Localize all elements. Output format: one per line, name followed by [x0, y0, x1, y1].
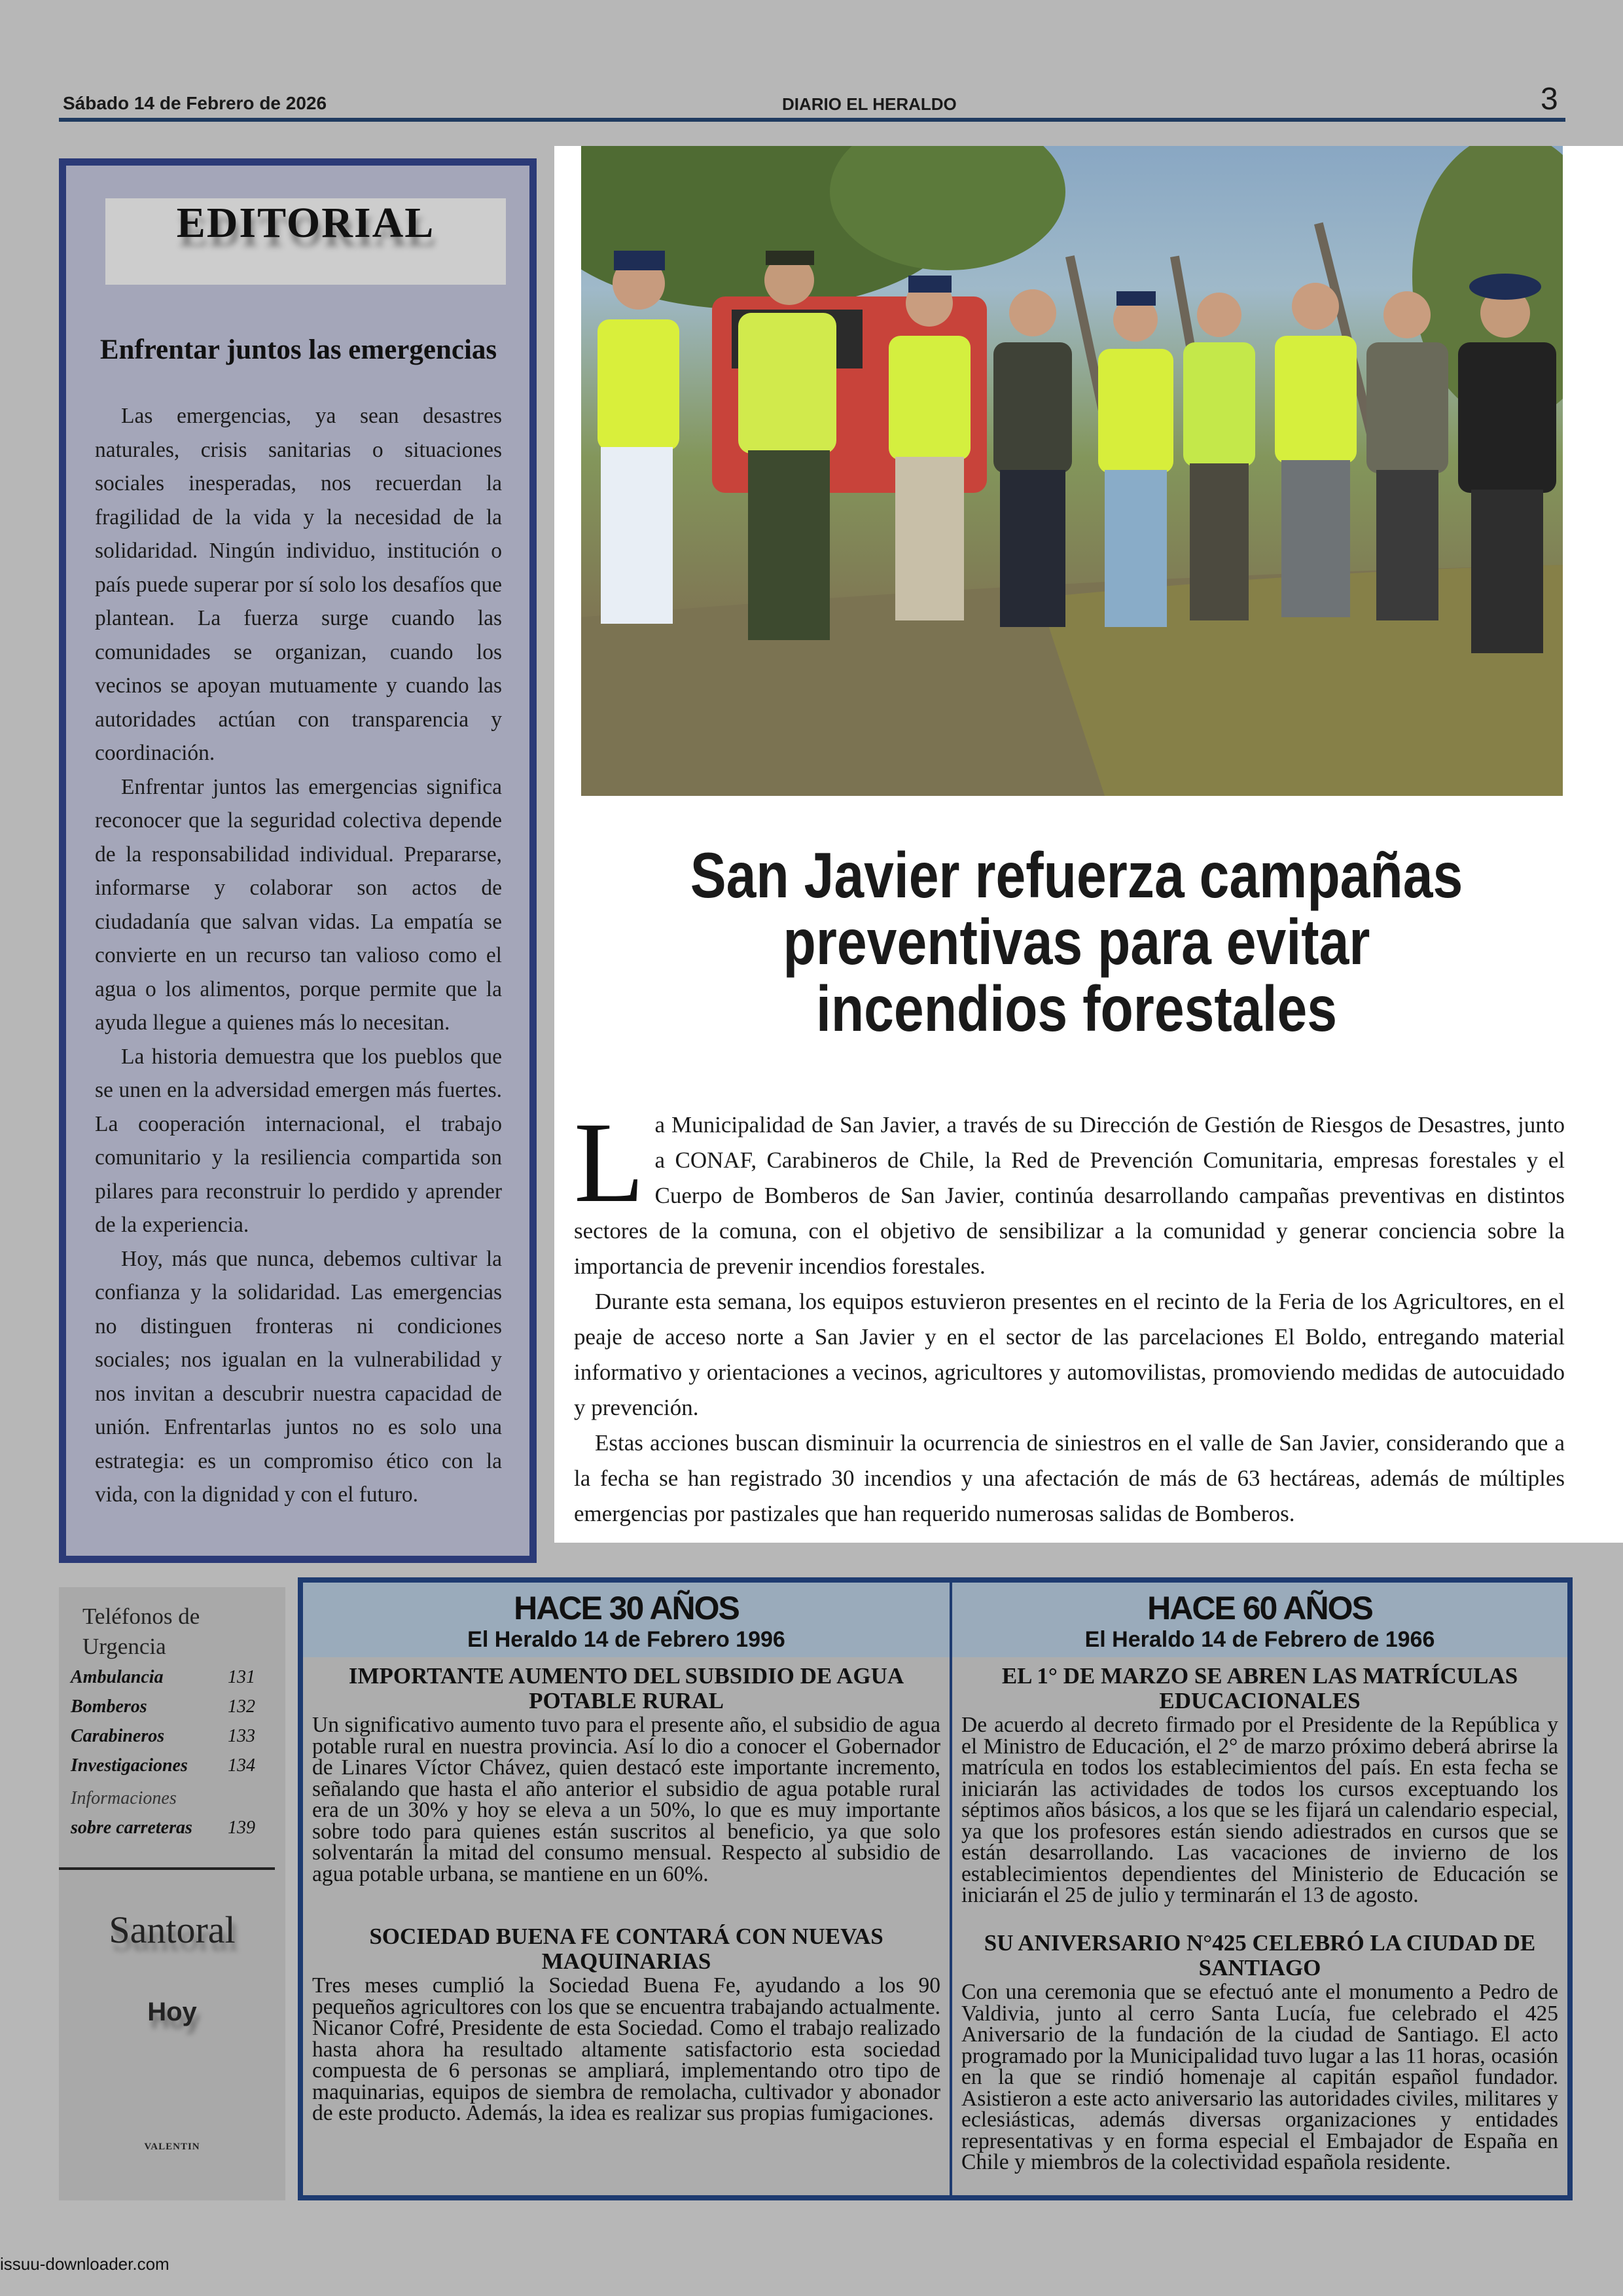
phone-row — [71, 1696, 279, 1717]
phone-row — [71, 1726, 279, 1747]
history-box — [298, 1577, 1573, 2200]
article-paragraph: Estas acciones buscan disminuir la ocurrencia de siniestros en el valle de San Javier, considerando que a la fecha se han registrado 30 incendios y una afectación de más de 63 hectáreas, además de múltiples emergencias por pastizales que han requerido numerosas salidas de Bomberos. — [574, 1430, 1565, 1526]
header-rule — [59, 118, 1565, 122]
hace30-story1-body: Un significativo aumento tuvo para el presente año, el subsidio de agua potable rural en nuestra provincia. Así lo dio a conocer el Gobernador de Linares Víctor Chávez, quien destacó este importante incremento, señalando que hasta el año anterior el subsidio de agua potable rural era de un 30% y hoy se eleva a un 50%, lo que es muy importante sobre todo para quienes están suscritos al beneficio, ya que solo solventarán la mitad del consumo mensual. Respecto al subsidio de agua potable urbana, se mantiene en un 60%. — [312, 1713, 940, 1886]
group-photo-illustration — [581, 146, 1563, 796]
article-body — [574, 1099, 1565, 1532]
phone-row — [71, 1667, 279, 1688]
phone-number: 134 — [228, 1755, 255, 1776]
newspaper-name: DIARIO EL HERALDO — [782, 94, 957, 114]
phone-number: 139 — [228, 1818, 255, 1838]
drop-cap: L — [574, 1099, 645, 1227]
editorial-paragraph: La historia demuestra que los pueblos que se unen en la adversidad emergen más fuertes. La cooperación internacional, el trabajo comunitario y la resiliencia compartida son pilares para reconstruir lo perdido y aprender de la experiencia. — [95, 1044, 502, 1237]
phone-label: sobre carreteras — [71, 1818, 192, 1838]
hace60-subtitle: El Heraldo 14 de Febrero de 1966 — [1084, 1627, 1435, 1652]
santoral-title: Santoral — [109, 1909, 236, 1951]
hace30-story1-title: IMPORTANTE AUMENTO DEL SUBSIDIO DE AGUA POTABLE RURAL — [348, 1663, 904, 1713]
hace60-story1-title: EL 1° DE MARZO SE ABREN LAS MATRÍCULAS EDUCACIONALES — [1001, 1663, 1518, 1713]
hace30-subtitle: El Heraldo 14 de Febrero 1996 — [467, 1627, 785, 1652]
editorial-paragraph: Enfrentar juntos las emergencias significa reconocer que la seguridad colectiva depende de la responsabilidad individual. Prepararse, informarse y colaborar son actos de ciudadanía que salvan vidas. La empatía se convierte en un recurso tan valioso como el agua o los alimentos, porque permite que la ayuda llegue a quienes más lo necesitan. — [95, 774, 502, 1035]
editorial-tag: EDITORIAL — [105, 198, 506, 285]
hace60-story2-body: Con una ceremonia que se efectuó ante el monumento a Pedro de Valdivia, junto al cerro Santa Lucía, fue celebrado el 425 Aniversario de la fundación de la ciudad de Santiago. El acto programado por la Municipalidad tuvo lugar a las 11 horas, ocasión en la que se rindió homenaje al capitán español fundador. Asistieron a este acto aniversario las autoridades civiles, militares y eclesiásticas, además diversas organizaciones y entidades representativas y en forma especial el Embajador de España en Chile y miembros de la colectividad española residente. — [961, 1980, 1558, 2174]
article-paragraph: Durante esta semana, los equipos estuvieron presentes en el recinto de la Feria de los Agricultores, en el peaje de acceso norte a San Javier y en el sector de las parcelaciones El Boldo, entregando material informativo y orientaciones a vecinos, agricultores y automovilistas, promoviendo medidas de autocuidado y prevención. — [574, 1289, 1565, 1420]
issue-date: Sábado 14 de Febrero de 2026 — [63, 93, 327, 113]
phone-label: Investigaciones — [71, 1755, 188, 1776]
phones-divider — [59, 1867, 275, 1870]
source-watermark: issuu-downloader.com — [0, 2254, 169, 2274]
editorial-box — [59, 158, 537, 1563]
phone-number: 131 — [228, 1667, 255, 1687]
hace30-column — [303, 1583, 950, 2195]
phones-info-label: Informaciones — [71, 1788, 177, 1808]
article-paragraph — [574, 1099, 1565, 1284]
phone-number: 132 — [228, 1696, 255, 1717]
article-headline: San Javier refuerza campañas preventivas para evitar incendios forestales — [690, 839, 1463, 1045]
hace60-story2-title: SU ANIVERSARIO N°425 CELEBRÓ LA CIUDAD DE SANTIAGO — [984, 1930, 1536, 1981]
phone-number: 133 — [228, 1726, 255, 1746]
hace30-header — [303, 1583, 950, 1657]
editorial-paragraph: Hoy, más que nunca, debemos cultivar la confianza y la solidaridad. Las emergencias no distinguen fronteras ni condiciones sociales; nos igualan en la vulnerabilidad y nos invitan a descubrir nuestra capacidad de unión. Enfrentarlas juntos no es solo una estrategia: es un compromiso ético con la vida, con la dignidad y con el futuro. — [95, 1246, 502, 1507]
hace30-title: HACE 30 AÑOS — [514, 1590, 739, 1626]
phone-row — [71, 1755, 279, 1776]
phone-label: Bomberos — [71, 1696, 147, 1717]
hace60-column — [952, 1583, 1567, 2195]
phone-row — [71, 1818, 279, 1839]
editorial-paragraph: Las emergencias, ya sean desastres naturales, crisis sanitarias o situaciones sociales inesperadas, nos recuerdan la fragilidad de la vida y la necesidad de la solidaridad. Ningún individuo, institución o país puede superar por sí solo los desafíos que plantean. La fuerza surge cuando las comunidades se organizan, cuando los vecinos se apoyan mutuamente y cuando las autoridades actúan con transparencia y coordinación. — [95, 404, 502, 765]
article-photo — [581, 146, 1563, 796]
page-number: 3 — [1541, 82, 1558, 117]
emergency-phones-box — [59, 1587, 285, 2200]
saint-name: VALENTIN — [144, 2142, 200, 2152]
phone-label: Carabineros — [71, 1726, 165, 1746]
editorial-body — [95, 399, 502, 1512]
hace60-title: HACE 60 AÑOS — [1147, 1590, 1372, 1626]
hace60-story1-body: De acuerdo al decreto firmado por el Presidente de la República y el Ministro de Educación, el 2° de marzo próximo deberá abrirse la matrícula en todos los establecimientos del país. En esta fecha se iniciarán las actividades de todos los cursos exceptuando los séptimos años básicos, a los que se les fijará un calendario especial, ya que los profesores están siendo adiestrados en cursos que se están desarrollando. Las vacaciones de invierno de los establecimientos dependientes del Ministerio de Educación se iniciarán el 25 de julio y terminarán el 13 de agosto. — [961, 1713, 1558, 1907]
hace30-story2-body: Tres meses cumplió la Sociedad Buena Fe, ayudando a los 90 pequeños agricultores con los que se encuentra trabajando actualmente. Nicanor Cofré, Presidente de esta Sociedad. Como el trabajo realizado hasta ahora ha resultado altamente satisfactorio esta sociedad compuesta de 6 personas se ampliará, implementando otro tipo de maquinarias, equipos de siembra de remolacha, cultivador y abonador de este producto. Además, la idea es realizar sus propias fumigaciones. — [312, 1973, 940, 2125]
phone-label: Ambulancia — [71, 1667, 164, 1687]
phones-title: Teléfonos de Urgencia — [82, 1604, 200, 1659]
santoral-today: Hoy — [147, 1998, 197, 2026]
hace30-story2-title: SOCIEDAD BUENA FE CONTARÁ CON NUEVAS MAQUINARIAS — [369, 1924, 883, 1974]
editorial-title: Enfrentar juntos las emergencias — [99, 334, 497, 365]
article-paragraph-text: a Municipalidad de San Javier, a través de su Dirección de Gestión de Riesgos de Desastres, junto a CONAF, Carabineros de Chile, la Red de Prevención Comunitaria, empresas forestales y el Cuerpo de Bomberos de San Javier, continúa desarrollando campañas preventivas en distintos sectores de la comuna, con el objetivo de sensibilizar a la comunidad y generar conciencia sobre la importancia de prevenir incendios forestales. — [574, 1112, 1565, 1279]
hace60-header — [952, 1583, 1567, 1657]
